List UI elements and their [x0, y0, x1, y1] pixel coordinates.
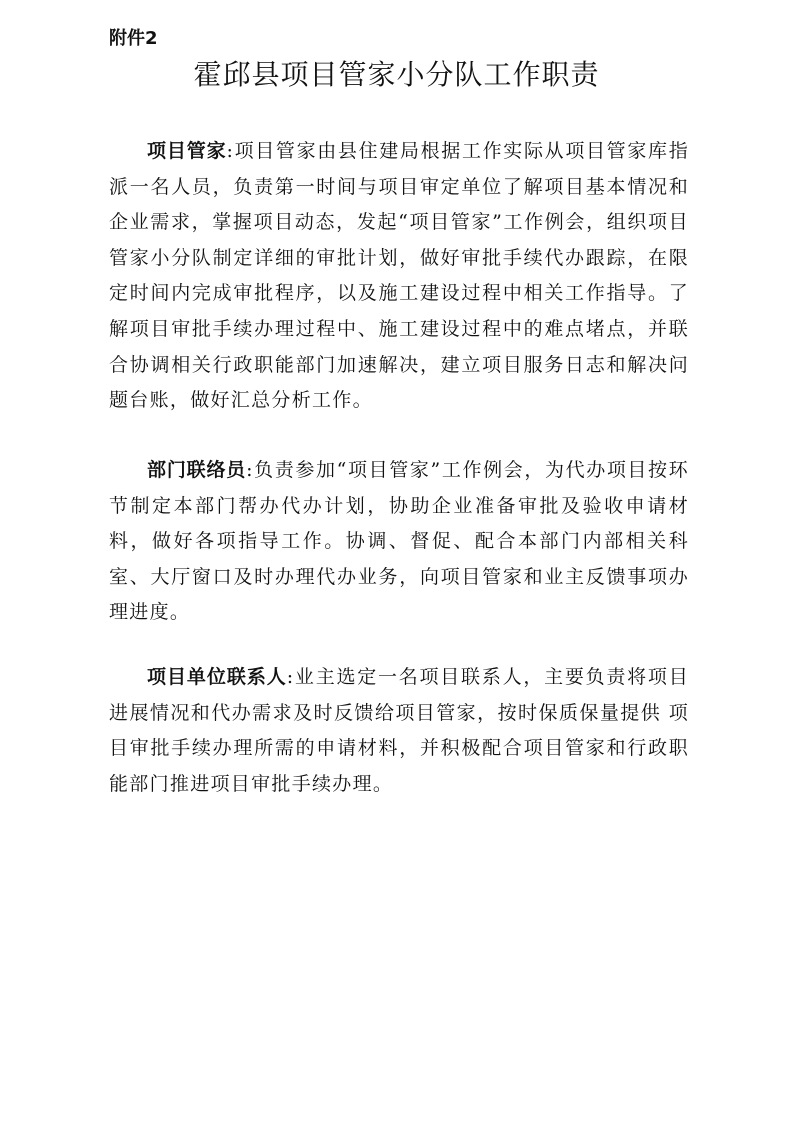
paragraph-department-liaison: [109, 453, 689, 631]
paragraph-text: 项目管家由县住建局根据工作实际从项目管家库指派一名人员，负责第一时间与项目审定单位了解项目基本情况和企业需求，掌握项目动态，发起“项目管家”工作例会，组织项目管家小分队制定详细的审批计划，做好审批手续代办跟踪，在限定时间内完成审批程序，以及施工建设过程中相关工作指导。了解项目审批手续办理过程中、施工建设过程中的难点堵点，并联合协调相关行政职能部门加速解决，建立项目服务日志和解决问题台账，做好汇总分析工作。: [109, 140, 689, 412]
paragraph-unit-contact: [109, 660, 689, 802]
document-title: 霍邱县项目管家小分队工作职责: [193, 58, 600, 91]
paragraph-project-manager: [109, 134, 689, 419]
term-separator: :: [246, 459, 254, 481]
paragraph-text: 业主选定一名项目联系人，主要负责将项目进展情况和代办需求及时反馈给项目管家，按时保质保量提供 项目审批手续办理所需的申请材料，并积极配合项目管家和行政职能部门推进项目审批手续办理。: [109, 666, 689, 795]
term-project-manager: 项目管家: [147, 140, 227, 162]
term-unit-contact: 项目单位联系人: [147, 666, 287, 688]
term-separator: :: [226, 140, 235, 162]
paragraph-text: 负责参加“项目管家”工作例会，为代办项目按环节制定本部门帮办代办计划，协助企业准备审批及验收申请材料，做好各项指导工作。协调、督促、配合本部门内部相关科室、大厅窗口及时办理代办业务，向项目管家和业主反馈事项办理进度。: [109, 459, 689, 624]
term-separator: :: [286, 666, 295, 688]
attachment-label: 附件2: [109, 28, 158, 49]
term-department-liaison: 部门联络员: [147, 459, 247, 481]
